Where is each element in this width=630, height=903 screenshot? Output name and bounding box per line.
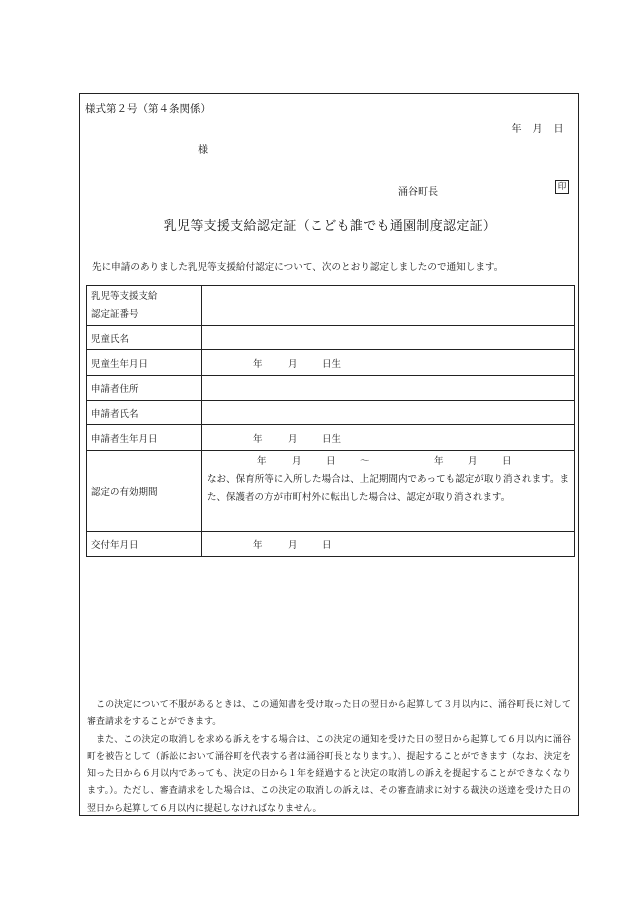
table-row [87,376,575,401]
applicant-name-value [202,401,575,425]
applicant-dob-value: 年 月 日生 [202,425,575,451]
issue-date-value: 年 月 日 [202,532,575,557]
applicant-dob-label: 申請者生年月日 [87,425,202,451]
validity-period-dates: 年 月 日 ～ 年 月 日 [257,456,512,467]
intro-text: 先に申請のありました乳児等支援給付認定について、次のとおり認定しましたので通知します。 [92,262,504,273]
cert-number-label: 乳児等支援支給 認定証番号 [87,286,202,326]
certificate-form [79,93,579,816]
table-row [87,425,575,451]
child-name-label: 児童氏名 [87,326,202,350]
table-row [87,401,575,425]
table-row [87,326,575,350]
appeal-paragraph-1: この決定について不服があるときは、この通知書を受け取った日の翌日から起算して３月以内に、涌谷町長に対して審査請求をすることができます。 [87,700,571,728]
validity-note: なお、保育所等に入所した場合は、上記期間内であっても認定が取り消されます。また、保護者の方が市町村外に転出した場合は、認定が取り消されます。 [207,474,569,503]
addressee-suffix: 様 [198,145,208,156]
table-row [87,286,575,326]
issuer-name: 涌谷町長 [398,187,438,198]
child-name-value [202,326,575,350]
applicant-address-label: 申請者住所 [87,376,202,401]
issue-date-label: 交付年月日 [87,532,202,557]
cert-number-value [202,286,575,326]
issue-date-line: 年 月 日 [511,124,564,135]
seal-mark: 印 [555,180,569,194]
document-title: 乳児等支援支給認定証（こども誰でも通園制度認定証） [163,219,497,234]
applicant-name-label: 申請者氏名 [87,401,202,425]
validity-period-value [202,451,575,532]
validity-period-label: 認定の有効期間 [87,451,202,532]
table-row [87,451,575,532]
applicant-address-value [202,376,575,401]
form-number: 様式第２号（第４条関係） [85,103,211,115]
table-row [87,350,575,376]
certification-table [86,285,575,557]
appeal-notice [87,697,571,818]
appeal-paragraph-2: また、この決定の取消しを求める訴えをする場合は、この決定の通知を受けた日の翌日から起算して６月以内に涌谷町を被告として（訴訟において涌谷町を代表する者は涌谷町長となります。）、提起することができます（なお、決定を知った日から６月以内であっても、決定の日から１年を経過すると決定の取消しの訴えを提起することができなくなります。）。ただし、審査請求をした場合は、この決定の取消しの訴えは、その審査請求に対する裁決の送達を受けた日の翌日から起算して６月以内に提起しなければなりません。 [87,734,571,814]
child-dob-label: 児童生年月日 [87,350,202,376]
table-row [87,532,575,557]
child-dob-value: 年 月 日生 [202,350,575,376]
